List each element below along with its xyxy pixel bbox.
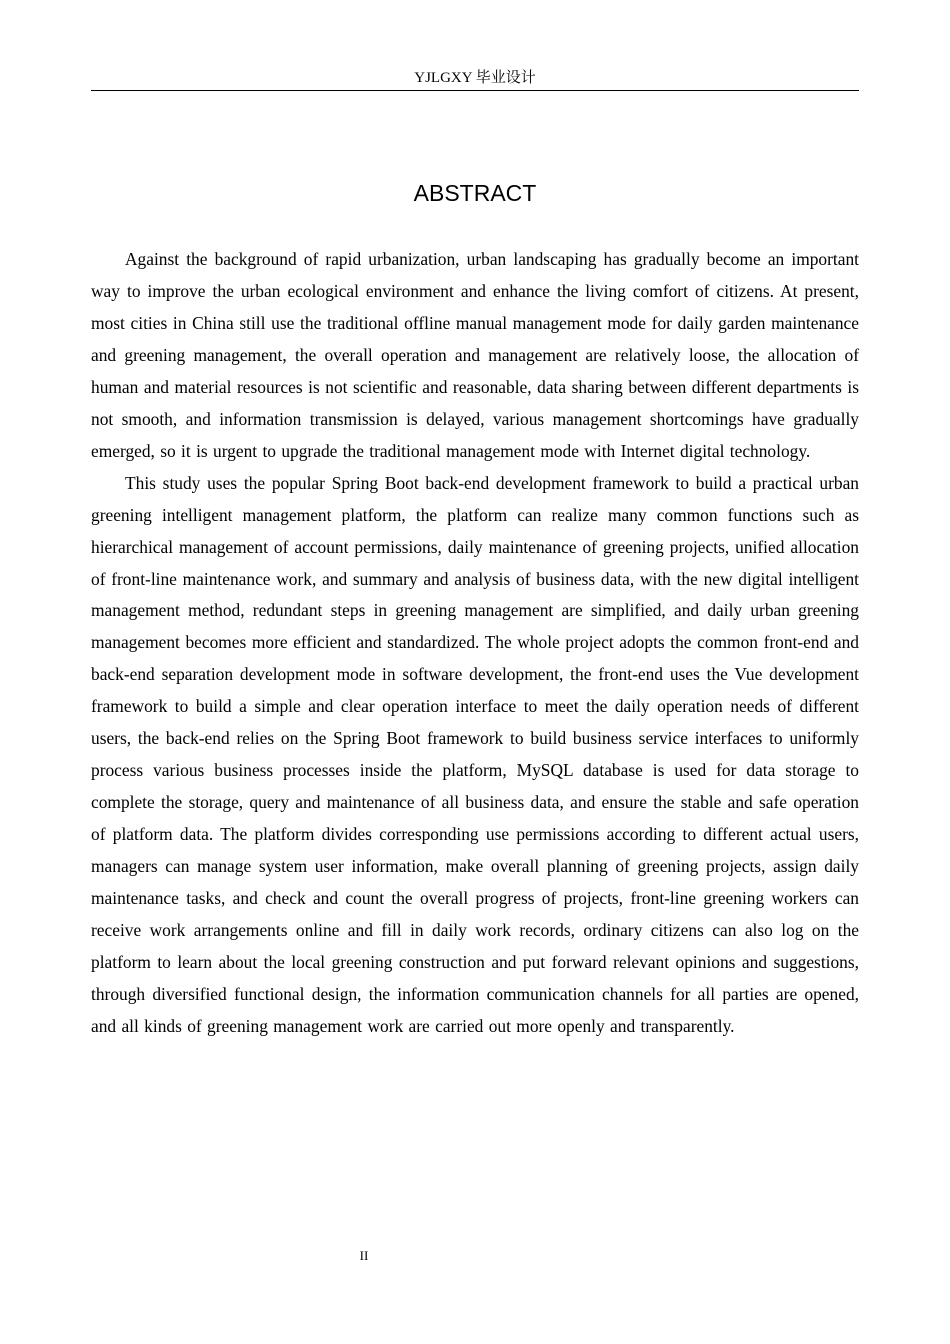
running-header: YJLGXY 毕业设计 bbox=[91, 66, 859, 91]
abstract-body bbox=[91, 244, 859, 1043]
abstract-paragraph-2: This study uses the popular Spring Boot back-end development framework to build a practical urban greening intelligent management platform, the platform can realize many common functions such as hierarchical management of account permissions, daily maintenance of greening projects, unified allocation of front-line maintenance work, and summary and analysis of business data, with the new digital intelligent management method, redundant steps in greening management are simplified, and daily urban greening management becomes more efficient and standardized. The whole project adopts the common front-end and back-end separation development mode in software development, the front-end uses the Vue development framework to build a simple and clear operation interface to meet the daily operation needs of different users, the back-end relies on the Spring Boot framework to build business service interfaces to uniformly process various business processes inside the platform, MySQL database is used for data storage to complete the storage, query and maintenance of all business data, and ensure the stable and safe operation of platform data. The platform divides corresponding use permissions according to different actual users, managers can manage system user information, make overall planning of greening projects, assign daily maintenance tasks, and check and count the overall progress of projects, front-line greening workers can receive work arrangements online and fill in daily work records, ordinary citizens can also log on the platform to learn about the local greening construction and put forward relevant opinions and suggestions, through diversified functional design, the information communication channels for all parties are opened, and all kinds of greening management work are carried out more openly and transparently. bbox=[91, 472, 859, 1036]
abstract-paragraph-1: Against the background of rapid urbanization, urban landscaping has gradually become an important way to improve the urban ecological environment and enhance the living comfort of citizens. At present, most cities in China still use the traditional offline manual management mode for daily garden maintenance and greening management, the overall operation and management are relatively loose, the allocation of human and material resources is not scientific and reasonable, data sharing between different departments is not smooth, and information transmission is delayed, various management shortcomings have gradually emerged, so it is urgent to upgrade the traditional management mode with Internet digital technology. bbox=[91, 249, 859, 461]
abstract-title: ABSTRACT bbox=[413, 180, 537, 206]
page-number: II bbox=[359, 1248, 369, 1263]
